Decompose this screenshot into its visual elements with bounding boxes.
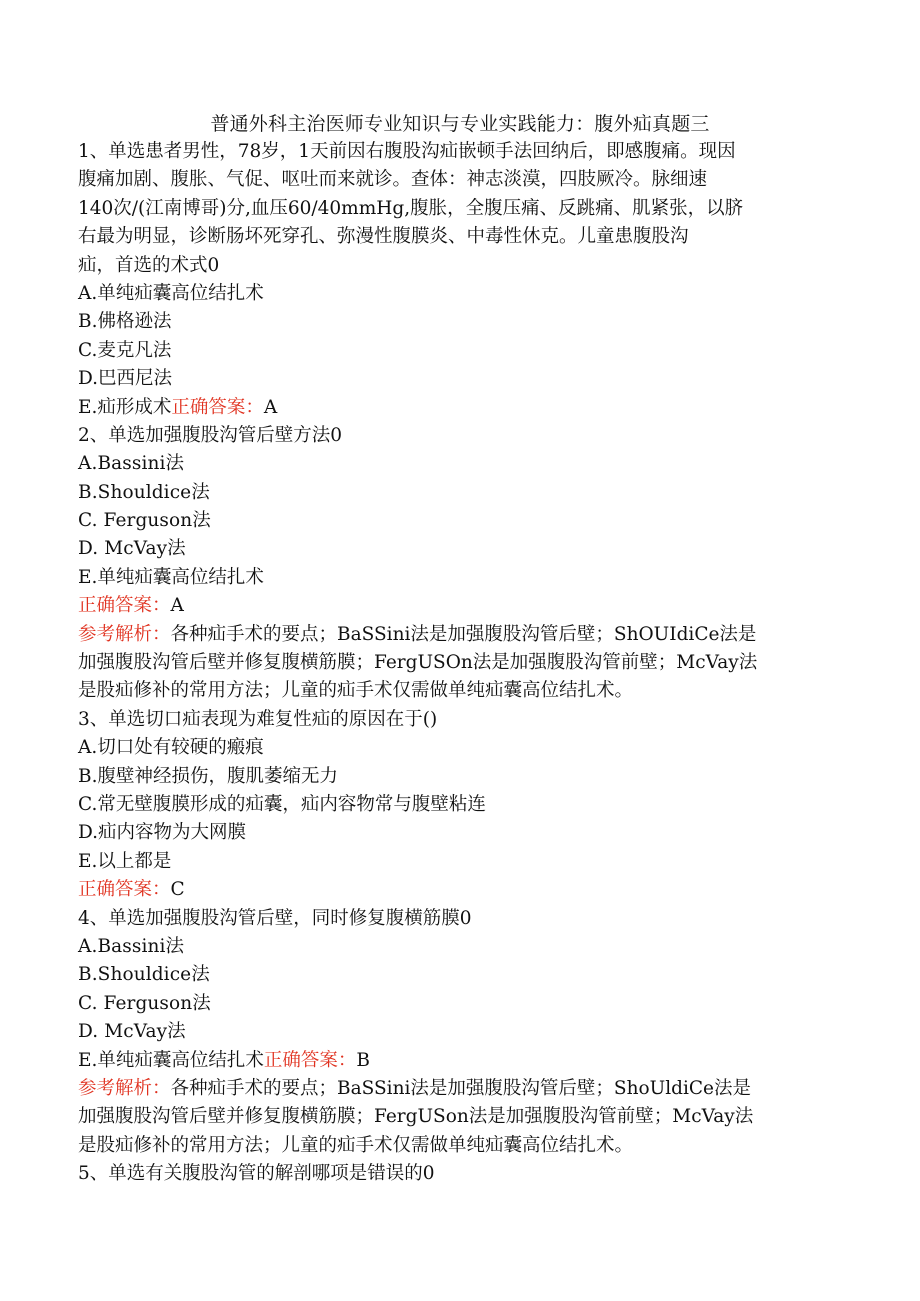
option-c: C.常无壁腹膜形成的疝囊，疝内容物常与腹壁粘连 [78,793,486,815]
option-e: E.单纯疝囊高位结扎术 [78,566,264,588]
option-a: A.Bassini法 [78,935,185,957]
answer-value: B [356,1049,371,1071]
option-d: D. McVay法 [78,538,186,560]
answer-value: A [263,396,278,418]
answer-row [78,876,840,904]
option-e-with-answer [78,394,840,422]
question-stem-line: 1、单选患者男性，78岁，1天前因右腹股沟疝嵌顿手法回纳后，即感腹痛。现因 [78,141,736,162]
question-stem: 2、单选加强腹股沟管后壁方法0 [78,424,343,446]
option-d: D. McVay法 [78,1021,186,1043]
analysis-label: 参考解析： [78,623,171,645]
analysis-line: 是股疝修补的常用方法；儿童的疝手术仅需做单纯疝囊高位结扎术。 [78,680,634,702]
option-e-with-answer [78,1047,840,1075]
option-a: A.Bassini法 [78,453,185,475]
question-stem-line: 腹痛加剧、腹胀、气促、呕吐而来就诊。查体：神志淡漠，四肢厥冷。脉细速 [78,169,708,191]
question-4 [78,905,840,1161]
question-stem-line: 右最为明显，诊断肠坏死穿孔、弥漫性腹膜炎、中毒性休克。儿童患腹股沟 [78,226,689,248]
option-c: C. Ferguson法 [78,510,211,532]
option-b: B.Shouldice法 [78,964,210,986]
answer-value: C [170,879,185,901]
question-stem: 5、单选有关腹股沟管的解剖哪项是错误的0 [78,1163,435,1185]
analysis-line [78,1075,840,1103]
option-e: E.疝形成术 [78,396,172,418]
option-b: B.Shouldice法 [78,481,210,503]
option-c: C.麦克凡法 [78,339,172,361]
document-body [78,138,840,1188]
analysis-line [78,621,840,649]
question-5 [78,1160,840,1188]
question-2 [78,422,840,706]
question-stem-line: 疝，首选的术式0 [78,254,220,276]
answer-value: A [170,595,184,617]
analysis-line: 是股疝修补的常用方法；儿童的疝手术仅需做单纯疝囊高位结扎术。 [78,1134,634,1156]
answer-label: 正确答案： [263,1049,357,1071]
option-b: B.腹壁神经损伤，腹肌萎缩无力 [78,765,338,787]
analysis-label: 参考解析： [78,1077,171,1099]
analysis-line: 加强腹股沟管后壁并修复腹横筋膜；FergUSon法是加强腹股沟管前壁；McVay法 [78,1106,754,1128]
option-e: E.以上都是 [78,850,172,872]
question-stem: 4、单选加强腹股沟管后壁，同时修复腹横筋膜0 [78,907,472,929]
option-d: D.疝内容物为大网膜 [78,822,247,844]
question-stem: 3、单选切口疝表现为难复性疝的原因在于() [78,708,438,730]
question-3 [78,706,840,905]
answer-row [78,592,840,620]
option-a: A.单纯疝囊高位结扎术 [78,282,264,304]
option-b: B.佛格逊法 [78,311,172,333]
answer-label: 正确答案： [78,879,171,901]
document-title: 普通外科主治医师专业知识与专业实践能力：腹外疝真题三 [210,113,710,135]
analysis-text: 各种疝手术的要点；BaSSini法是加强腹股沟管后壁；ShoUldiCe法是 [170,1077,752,1099]
answer-label: 正确答案： [171,396,264,418]
answer-label: 正确答案： [78,595,171,617]
analysis-line: 加强腹股沟管后壁并修复腹横筋膜；FergUSOn法是加强腹股沟管前壁；McVay法 [78,652,758,674]
option-a: A.切口处有较硬的瘢痕 [78,737,264,759]
option-e: E.单纯疝囊高位结扎术 [78,1049,264,1071]
question-1 [78,138,840,422]
option-c: C. Ferguson法 [78,992,211,1014]
option-d: D.巴西尼法 [78,368,173,390]
question-stem-line: 140次/(江南博哥)分,血压60/40mmHg,腹胀，全腹压痛、反跳痛、肌紧张，以脐 [78,197,744,219]
analysis-text: 各种疝手术的要点；BaSSini法是加强腹股沟管后壁；ShOUIdiCe法是 [170,623,757,645]
